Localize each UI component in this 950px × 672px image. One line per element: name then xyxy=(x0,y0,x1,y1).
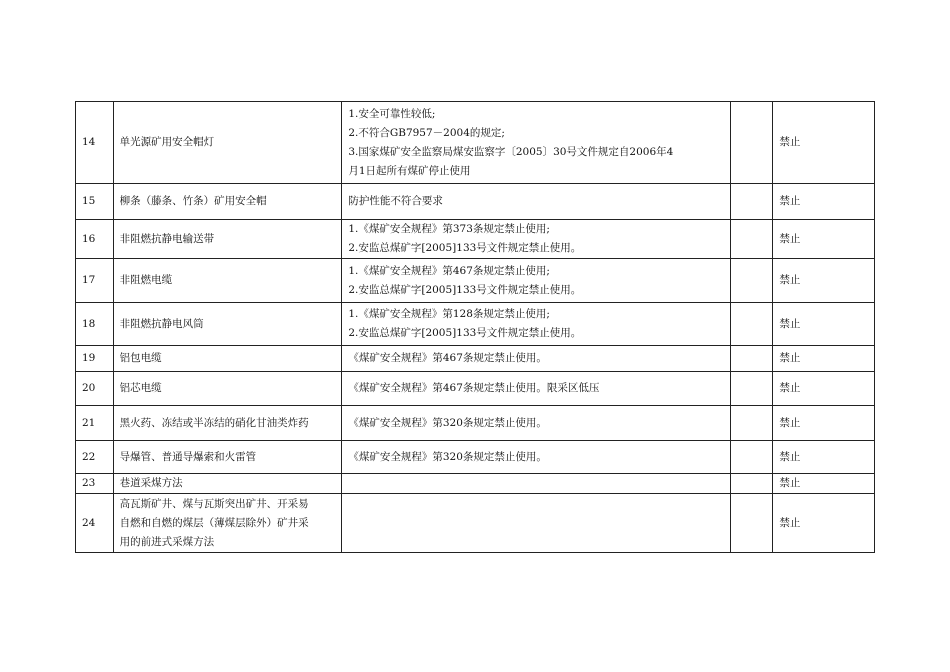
empty-cell xyxy=(730,494,773,553)
status-cell: 禁止 xyxy=(773,184,875,220)
reason-line: 2.安监总煤矿字[2005]133号文件规定禁止使用。 xyxy=(348,327,582,339)
item-name xyxy=(113,474,342,494)
table-row xyxy=(76,220,875,259)
reason-line: 月1日起所有煤矿停止使用 xyxy=(348,164,471,177)
item-name-line: 非阻燃抗静电风筒 xyxy=(119,317,204,330)
row-number: 17 xyxy=(76,259,114,303)
item-name-line: 巷道采煤方法 xyxy=(119,477,183,489)
prohibition-reason xyxy=(342,406,730,441)
empty-cell xyxy=(730,220,773,259)
row-number: 21 xyxy=(76,406,114,441)
row-number: 20 xyxy=(76,372,114,406)
status-cell: 禁止 xyxy=(773,220,875,259)
item-name xyxy=(113,220,342,259)
prohibition-reason xyxy=(342,303,730,346)
prohibited-items-table xyxy=(75,101,875,553)
reason-line: 2.安监总煤矿字[2005]133号文件规定禁止使用。 xyxy=(348,242,582,254)
item-name-line: 非阻燃抗静电输送带 xyxy=(119,232,215,245)
row-number: 23 xyxy=(76,474,114,494)
prohibition-reason xyxy=(342,184,730,220)
table-row xyxy=(76,372,875,406)
prohibition-reason xyxy=(342,494,730,553)
empty-cell xyxy=(730,441,773,474)
table-row xyxy=(76,102,875,184)
reason-line: 3.国家煤矿安全监察局煤安监察字〔2005〕30号文件规定自2006年4 xyxy=(348,145,674,158)
prohibition-reason xyxy=(342,220,730,259)
item-name xyxy=(113,441,342,474)
item-name xyxy=(113,372,342,406)
table-row xyxy=(76,474,875,494)
reason-line: 1.《煤矿安全规程》第128条规定禁止使用; xyxy=(348,308,550,320)
status-cell: 禁止 xyxy=(773,102,875,184)
prohibition-reason xyxy=(342,441,730,474)
reason-line: 1.安全可靠性较低; xyxy=(348,107,436,120)
row-number: 24 xyxy=(76,494,114,553)
table-row xyxy=(76,441,875,474)
item-name xyxy=(113,494,342,553)
status-cell: 禁止 xyxy=(773,372,875,406)
status-cell: 禁止 xyxy=(773,259,875,303)
reason-line: 2.不符合GB7957－2004的规定; xyxy=(348,126,505,139)
item-name-line: 铝芯电缆 xyxy=(119,382,162,394)
item-name-line: 铝包电缆 xyxy=(119,352,162,364)
empty-cell xyxy=(730,372,773,406)
empty-cell xyxy=(730,102,773,184)
table-row xyxy=(76,184,875,220)
item-name-line: 用的前进式采煤方法 xyxy=(119,535,215,548)
table-row xyxy=(76,259,875,303)
row-number: 15 xyxy=(76,184,114,220)
table-body xyxy=(76,102,875,553)
item-name-line: 高瓦斯矿井、煤与瓦斯突出矿井、开采易 xyxy=(119,497,309,510)
status-cell: 禁止 xyxy=(773,494,875,553)
row-number: 18 xyxy=(76,303,114,346)
item-name-line: 导爆管、普通导爆索和火雷管 xyxy=(119,450,257,463)
status-cell: 禁止 xyxy=(773,406,875,441)
item-name xyxy=(113,102,342,184)
item-name-line: 非阻燃电缆 xyxy=(119,274,173,286)
prohibition-reason xyxy=(342,346,730,372)
item-name xyxy=(113,259,342,303)
reason-line: 《煤矿安全规程》第467条规定禁止使用。 xyxy=(348,352,547,364)
reason-line: 《煤矿安全规程》第467条规定禁止使用。限采区低压 xyxy=(348,382,600,394)
prohibition-reason xyxy=(342,259,730,303)
reason-line: 2.安监总煤矿字[2005]133号文件规定禁止使用。 xyxy=(348,283,582,296)
item-name-line: 自燃和自燃的煤层（薄煤层除外）矿井采 xyxy=(119,516,309,529)
empty-cell xyxy=(730,346,773,372)
item-name xyxy=(113,346,342,372)
table-row xyxy=(76,406,875,441)
item-name xyxy=(113,303,342,346)
status-cell: 禁止 xyxy=(773,441,875,474)
status-cell: 禁止 xyxy=(773,303,875,346)
empty-cell xyxy=(730,184,773,220)
item-name xyxy=(113,184,342,220)
reason-line: 防护性能不符合要求 xyxy=(348,195,443,207)
item-name-line: 单光源矿用安全帽灯 xyxy=(119,136,215,148)
table-row xyxy=(76,346,875,372)
reason-line: 《煤矿安全规程》第320条规定禁止使用。 xyxy=(348,450,547,463)
status-cell: 禁止 xyxy=(773,474,875,494)
item-name-line: 柳条（藤条、竹条）矿用安全帽 xyxy=(119,195,267,207)
row-number: 19 xyxy=(76,346,114,372)
prohibition-reason xyxy=(342,372,730,406)
table-row xyxy=(76,303,875,346)
prohibition-reason xyxy=(342,474,730,494)
reason-line: 《煤矿安全规程》第320条规定禁止使用。 xyxy=(348,416,547,429)
row-number: 14 xyxy=(76,102,114,184)
item-name-line: 黑火药、冻结或半冻结的硝化甘油类炸药 xyxy=(119,416,309,429)
reason-line: 1.《煤矿安全规程》第373条规定禁止使用; xyxy=(348,223,550,235)
status-cell: 禁止 xyxy=(773,346,875,372)
row-number: 22 xyxy=(76,441,114,474)
empty-cell xyxy=(730,406,773,441)
item-name xyxy=(113,406,342,441)
empty-cell xyxy=(730,259,773,303)
empty-cell xyxy=(730,303,773,346)
row-number: 16 xyxy=(76,220,114,259)
prohibition-reason xyxy=(342,102,730,184)
table-row xyxy=(76,494,875,553)
reason-line: 1.《煤矿安全规程》第467条规定禁止使用; xyxy=(348,264,550,277)
empty-cell xyxy=(730,474,773,494)
